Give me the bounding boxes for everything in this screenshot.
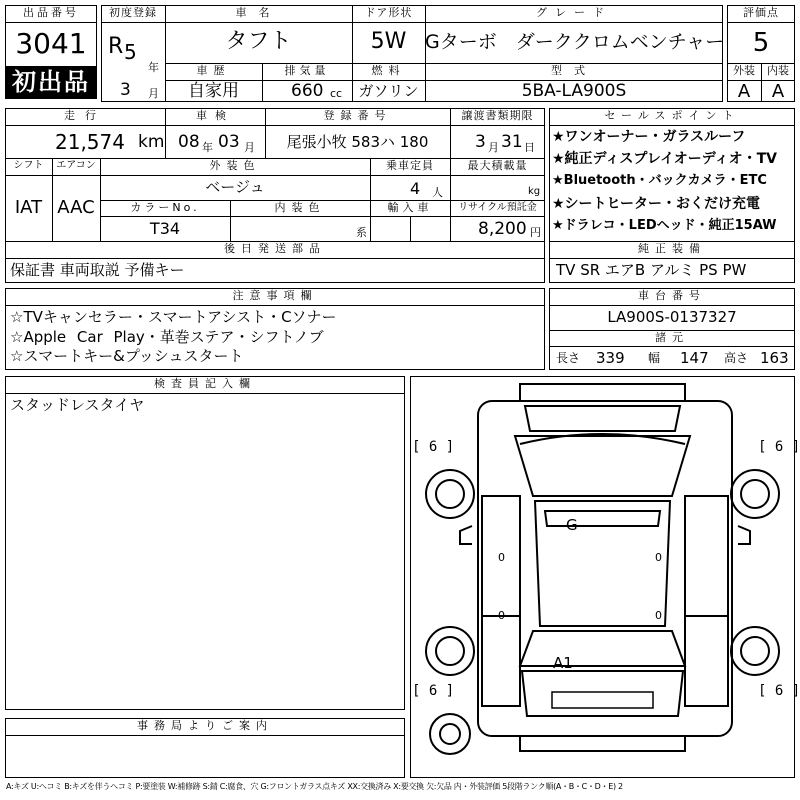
fuel: ガソリン <box>358 82 419 100</box>
inspector-label: 検査員記入欄 <box>154 377 256 390</box>
int-color-unit: 系 <box>356 226 367 239</box>
later-parts: 保証書 車両取説 予備キー <box>10 261 185 279</box>
length-label: 長さ <box>556 351 581 365</box>
note-item: ☆TVキャンセラー・スマートアシスト・Cソナー <box>10 308 337 326</box>
km-unit: km <box>138 132 165 152</box>
first-reg-month: 3 <box>120 80 131 100</box>
import-label: 輸入車 <box>387 201 433 214</box>
era: R <box>108 34 124 59</box>
transfer-month: 3 <box>475 132 486 152</box>
roof <box>535 501 670 626</box>
height-value: 163 <box>760 349 789 367</box>
rear-bumper <box>520 736 685 751</box>
front-bumper <box>520 384 685 401</box>
right-front-door <box>685 496 728 616</box>
aircon-label: エアコン <box>56 160 96 171</box>
first-listing-badge: 初出品 <box>6 66 96 98</box>
model-code: 5BA-LA900S <box>521 81 627 101</box>
first-reg-label: 初度登録 <box>109 6 157 19</box>
sales-point-item: ★ワンオーナー・ガラスルーフ <box>552 129 746 145</box>
recycle-fee: 8,200 <box>478 219 527 239</box>
year-unit: 年 <box>148 61 159 74</box>
aircon: AAC <box>57 197 95 218</box>
ext-color-label: 外装色 <box>209 159 261 172</box>
exterior-grade: A <box>737 81 751 102</box>
genuine-equipment: TV SR エアB アルミ PS PW <box>556 261 747 279</box>
sales-point-item: ★シートヒーター・おくだけ充電 <box>552 196 760 212</box>
body-outline <box>478 401 732 736</box>
wheel-front-right <box>731 470 779 518</box>
color-number: T34 <box>149 219 181 238</box>
transfer-month-unit: 月 <box>488 141 499 154</box>
int-color-label: 内装色 <box>274 201 326 214</box>
sales-points-label: セールスポイント <box>604 109 740 122</box>
mark-zero: 0 <box>498 551 505 564</box>
inspection-label: 車検 <box>196 109 234 122</box>
right-mirror <box>738 526 750 544</box>
mark-glass-chip: G <box>566 516 578 534</box>
grade: Gターボ ダーククロムベンチャー <box>425 31 725 53</box>
left-mirror <box>460 526 472 544</box>
wheel-rear-right <box>731 627 779 675</box>
wheel-front-left <box>426 470 474 518</box>
tailgate <box>522 671 683 716</box>
mileage-label: 走行 <box>64 109 106 122</box>
capacity-label: 乗車定員 <box>386 159 434 172</box>
transfer-day-unit: 日 <box>524 141 535 154</box>
left-rear-door <box>482 616 520 706</box>
tire-rear-right: [ 6 ] <box>758 683 800 699</box>
width-value: 147 <box>680 349 709 367</box>
inspector-box <box>5 376 405 710</box>
legend-text: A:キズ U:ヘコミ B:キズを伴うヘコミ P:要塗装 W:補修跡 S:錆 C:腐食、穴 G:フロントガラス点キズ XX:交換済み X:要交換 欠:欠品 内・外装評価 5段階ランク順(A・B・C・D・E) 2 <box>6 782 623 791</box>
spare-tire <box>430 714 470 754</box>
mark-zero: 0 <box>655 551 662 564</box>
recycle-label: リサイクル預託金 <box>458 202 537 213</box>
tire-front-right: [ 6 ] <box>758 439 800 455</box>
lot-number: 3041 <box>15 27 87 60</box>
car-name-label: 車名 <box>235 6 282 19</box>
inspection-year-unit: 年 <box>202 141 213 154</box>
tire-front-left: [ 6 ] <box>412 439 455 455</box>
notes-label: 注意事項欄 <box>232 289 318 302</box>
lot-number-label: 出品番号 <box>23 6 79 19</box>
shift: IAT <box>14 197 43 218</box>
era-year: 5 <box>124 40 137 64</box>
interior-grade: A <box>771 81 785 102</box>
wheel-rear-left <box>426 627 474 675</box>
license-area <box>552 692 653 708</box>
office-label: 事務局よりご案内 <box>137 719 273 732</box>
mileage: 21,574 <box>55 130 125 154</box>
specs-label: 諸元 <box>655 331 689 344</box>
sales-point-item: ★Bluetooth・バックカメラ・ETC <box>552 173 767 188</box>
capacity-unit: 人 <box>432 186 443 199</box>
windshield <box>515 436 690 496</box>
kg-unit: kg <box>528 186 541 197</box>
inspection-month: 03 <box>218 132 240 152</box>
door-label: ドア形状 <box>364 6 413 19</box>
sales-point-item: ★純正ディスプレイオーディオ・TV <box>552 151 778 167</box>
note-item: ☆スマートキー&プッシュスタート <box>10 347 244 365</box>
chassis-label: 車台番号 <box>638 289 706 302</box>
history-label: 車歴 <box>196 64 231 77</box>
mark-zero: 0 <box>498 609 505 622</box>
rear-window <box>520 631 685 666</box>
fuel-label: 燃料 <box>371 64 406 77</box>
length-value: 339 <box>596 349 625 367</box>
overall-score: 5 <box>752 28 770 58</box>
shift-label: シフト <box>13 160 44 171</box>
inspection-month-unit: 月 <box>244 141 255 154</box>
inspection-year: 08 <box>178 132 200 152</box>
sales-point-item: ★ドラレコ・LEDヘッド・純正15AW <box>552 218 777 233</box>
mark-zero: 0 <box>655 609 662 622</box>
inspector-note: スタッドレスタイヤ <box>10 396 145 414</box>
glass-roof <box>545 511 660 526</box>
capacity: 4 <box>410 179 421 198</box>
score-label: 評価点 <box>743 6 779 19</box>
vehicle-history: 自家用 <box>188 81 239 101</box>
right-rear-door <box>685 616 728 706</box>
grade-label: グレード <box>536 6 612 19</box>
color-no-label: カラーNo. <box>130 201 200 214</box>
width-label: 幅 <box>648 351 661 365</box>
exterior-color: ベージュ <box>205 178 265 196</box>
model-code-label: 型式 <box>551 64 597 77</box>
later-parts-label: 後日発送部品 <box>224 242 326 255</box>
tire-rear-left: [ 6 ] <box>412 683 455 699</box>
transfer-label: 譲渡書類期限 <box>461 109 534 122</box>
genuine-equip-label: 純正装備 <box>638 242 706 255</box>
displacement-label: 排気量 <box>284 64 330 77</box>
hood <box>525 406 680 431</box>
car-name: タフト <box>225 29 292 54</box>
door-type: 5W <box>370 29 407 54</box>
displacement: 660 <box>291 81 324 101</box>
max-load-label: 最大積載量 <box>467 159 528 172</box>
note-item: ☆Apple Car Play・革巻ステア・シフトノブ <box>10 328 324 346</box>
yen-unit: 円 <box>530 226 541 239</box>
interior-label: 内装 <box>767 64 789 77</box>
height-label: 高さ <box>724 351 749 365</box>
mark-scratch-a1: A1 <box>553 654 573 672</box>
cc-unit: cc <box>330 87 343 100</box>
exterior-label: 外装 <box>733 64 755 77</box>
plate-number: 尾張小牧 583ハ 180 <box>286 133 429 151</box>
transfer-day: 31 <box>501 132 523 152</box>
plate-label: 登録番号 <box>323 109 392 122</box>
month-unit: 月 <box>148 87 159 100</box>
car-diagram <box>410 376 795 778</box>
chassis-number: LA900S-0137327 <box>607 308 737 326</box>
